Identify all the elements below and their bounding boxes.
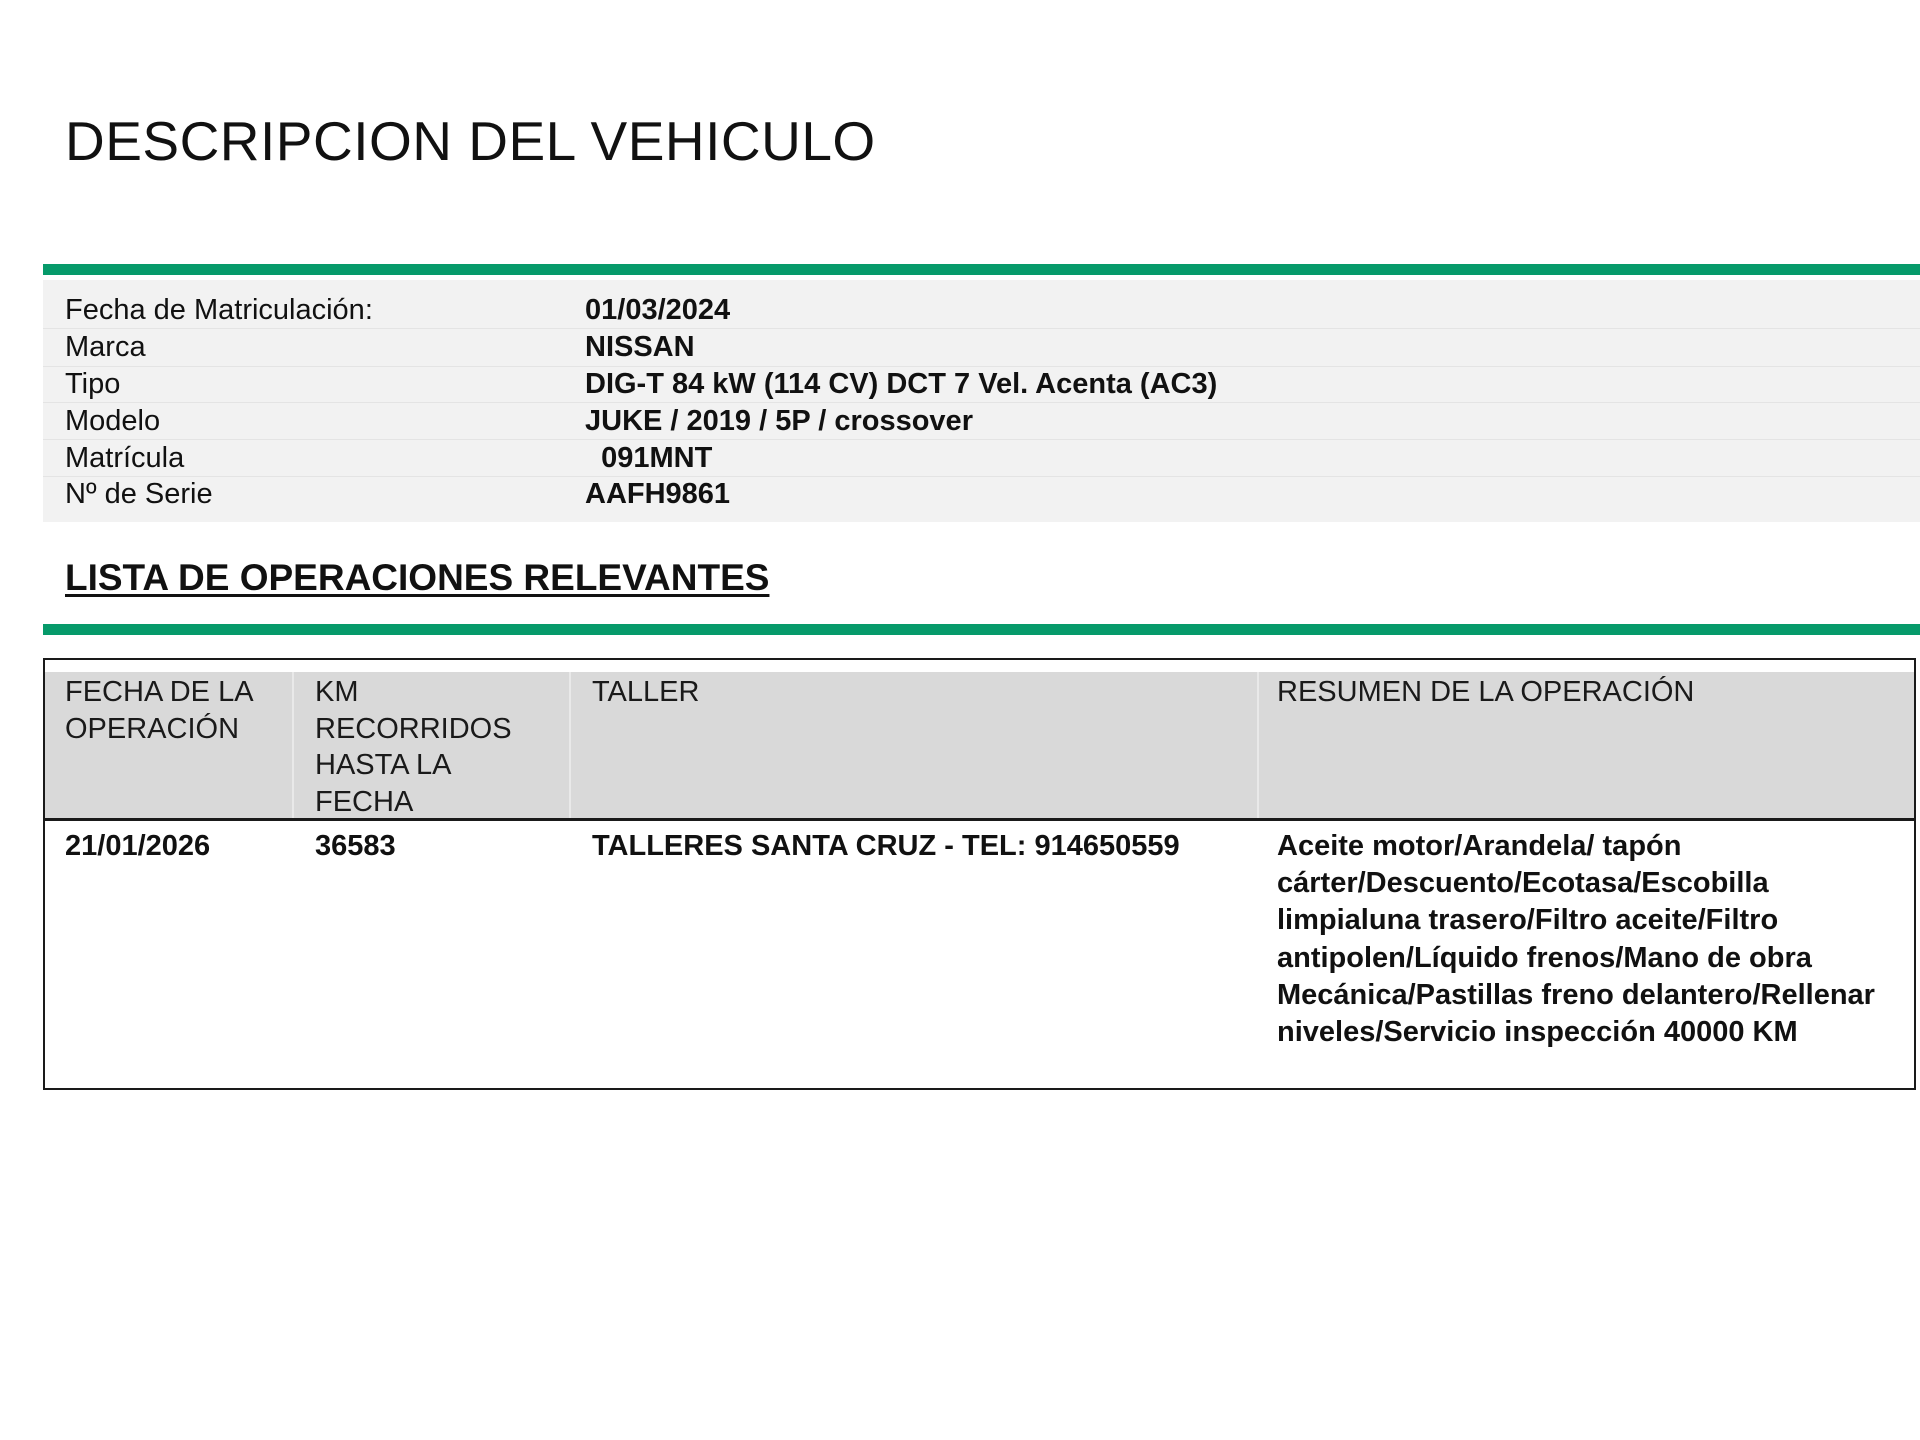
column-header-summary: RESUMEN DE LA OPERACIÓN [1277, 676, 1695, 708]
section-divider-top [43, 264, 1920, 275]
cell-summary: Aceite motor/Arandela/ tapón cárter/Descuento/Ecotasa/Escobilla limpialuna trasero/Filtro aceite/Filtro antipolen/Líquido frenos/Mano de obra Mecánica/Pastillas freno delantero/Rellenar niveles/Servicio inspección 40000 KM [1277, 830, 1875, 1049]
info-value: 01/03/2024 [585, 294, 731, 326]
page-title: DESCRIPCION DEL VEHICULO [65, 110, 876, 172]
info-row-model [43, 403, 1920, 440]
info-value: AAFH9861 [585, 478, 731, 510]
vehicle-info-panel [43, 280, 1920, 522]
info-label: Modelo [65, 405, 161, 437]
operations-section-title: LISTA DE OPERACIONES RELEVANTES [65, 557, 770, 598]
column-header-date: FECHA DE LA OPERACIÓN [65, 676, 252, 745]
info-value: NISSAN [585, 331, 695, 363]
info-label: Nº de Serie [65, 478, 213, 510]
column-divider [569, 672, 571, 820]
info-value: JUKE / 2019 / 5P / crossover [585, 405, 973, 437]
cell-km: 36583 [315, 830, 396, 862]
info-value: 091MNT [585, 442, 713, 474]
section-divider-bottom [43, 624, 1920, 635]
column-header-workshop: TALLER [592, 676, 700, 708]
operations-table [43, 658, 1916, 1090]
cell-date: 21/01/2026 [65, 830, 211, 862]
info-row-plate [43, 440, 1920, 477]
info-label: Matrícula [65, 442, 185, 474]
info-row-brand [43, 329, 1920, 366]
cell-workshop: TALLERES SANTA CRUZ - TEL: 914650559 [592, 830, 1180, 862]
info-value: DIG-T 84 kW (114 CV) DCT 7 Vel. Acenta (AC3) [585, 368, 1218, 400]
column-header-km: KM RECORRIDOS HASTA LA FECHA [315, 676, 512, 818]
info-label: Fecha de Matriculación: [65, 294, 373, 326]
info-label: Marca [65, 331, 146, 363]
info-label: Tipo [65, 368, 121, 400]
info-row-type [43, 366, 1920, 403]
info-row-registration-date [43, 292, 1920, 329]
info-row-serial [43, 476, 1920, 513]
